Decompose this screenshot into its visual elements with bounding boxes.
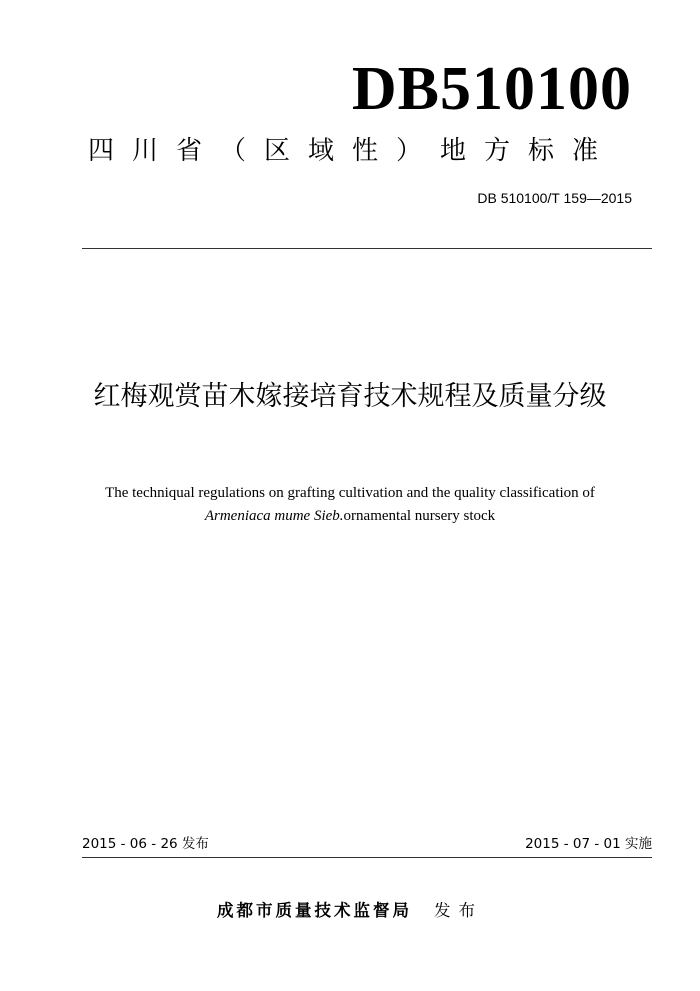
title-english-line1: The techniqual regulations on grafting cultivation and the quality classification of (105, 485, 595, 501)
top-divider (82, 248, 652, 249)
standard-number: DB 510100/T 159—2015 (477, 190, 632, 206)
title-english-line2 (40, 505, 660, 528)
bottom-divider (82, 857, 652, 858)
title-chinese: 红梅观赏苗木嫁接培育技术规程及质量分级 (93, 381, 607, 412)
issue-date: 2015 - 06 - 26 发布 (82, 836, 209, 852)
title-english-line2-rest: ornamental nursery stock (343, 508, 496, 524)
title-english (40, 482, 660, 528)
issuer-action: 发布 (434, 901, 483, 920)
implementation-date: 2015 - 07 - 01 实施 (525, 836, 652, 852)
species-name: Armeniaca mume Sieb. (204, 508, 344, 524)
standard-code-heading: DB510100 (351, 55, 632, 123)
standard-type: 四川省（区域性）地方标准 (88, 136, 617, 166)
issuing-organization: 成都市质量技术监督局 (217, 901, 412, 920)
issuer (0, 903, 700, 920)
